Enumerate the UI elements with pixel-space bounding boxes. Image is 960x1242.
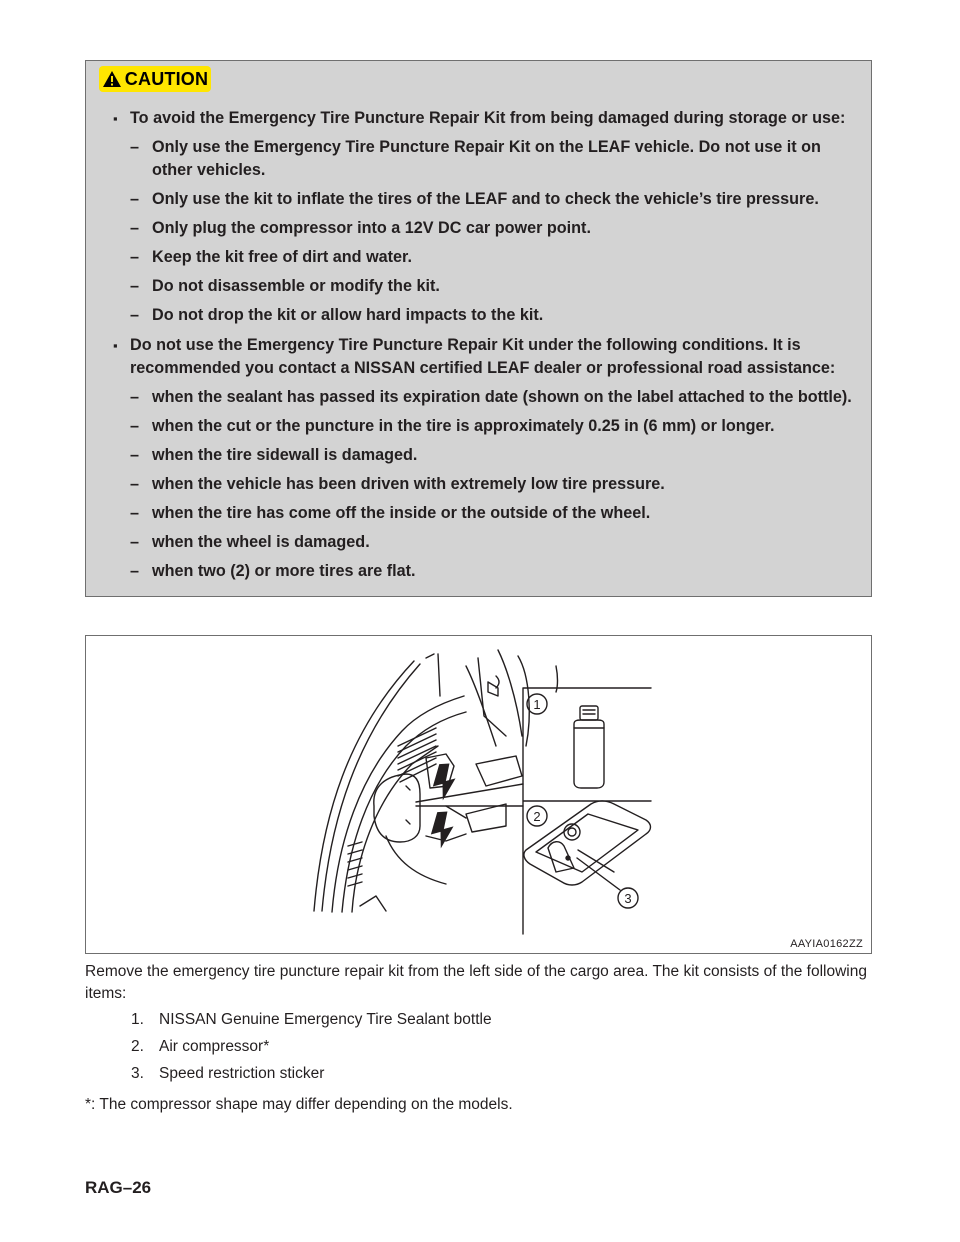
caution-sublist bbox=[130, 136, 853, 327]
callout-1: 1 bbox=[533, 697, 541, 712]
caution-bullet bbox=[86, 107, 871, 327]
caution-subitem: – Keep the kit free of dirt and water. bbox=[130, 246, 853, 269]
caution-subitem: – when the tire has come off the inside or the outside of the wheel. bbox=[130, 502, 853, 525]
kit-items-list bbox=[131, 1010, 492, 1091]
item-number: 3. bbox=[131, 1065, 144, 1082]
callout-2: 2 bbox=[533, 809, 541, 824]
compressor-drawing bbox=[524, 801, 651, 885]
caution-subitem: – Only use the Emergency Tire Puncture Repair Kit on the LEAF vehicle. Do not use it on other vehicles. bbox=[130, 136, 853, 182]
inset-frame bbox=[523, 688, 651, 934]
sealant-bottle-drawing bbox=[574, 706, 604, 788]
caution-subitem: – when the sealant has passed its expiration date (shown on the label attached to the bottle). bbox=[130, 386, 853, 409]
caution-bullet bbox=[86, 334, 871, 583]
caution-subitem: – Only use the kit to inflate the tires of the LEAF and to check the vehicle’s tire pressure. bbox=[130, 188, 853, 211]
item-number: 1. bbox=[131, 1011, 144, 1028]
caution-subitem: – when the tire sidewall is damaged. bbox=[130, 444, 853, 467]
list-item bbox=[131, 1010, 492, 1037]
item-number: 2. bbox=[131, 1038, 144, 1055]
figure-code: AAYIA0162ZZ bbox=[790, 938, 863, 950]
warning-icon bbox=[102, 70, 122, 88]
caution-sublist bbox=[130, 386, 853, 583]
caution-subitem: – when two (2) or more tires are flat. bbox=[130, 560, 853, 583]
footnote: *: The compressor shape may differ depending on the models. bbox=[85, 1096, 513, 1113]
intro-paragraph: Remove the emergency tire puncture repair kit from the left side of the cargo area. The kit consists of the following items: bbox=[85, 963, 867, 1002]
caution-list bbox=[86, 107, 871, 583]
callout-3: 3 bbox=[624, 891, 632, 906]
caution-subitem: – when the wheel is damaged. bbox=[130, 531, 853, 554]
figure-box bbox=[85, 635, 872, 954]
item-label: Speed restriction sticker bbox=[159, 1065, 325, 1082]
caution-label: CAUTION bbox=[124, 68, 209, 89]
cargo-area-illustration bbox=[86, 636, 871, 953]
list-item bbox=[131, 1037, 492, 1064]
caution-subitem: – Only plug the compressor into a 12V DC car power point. bbox=[130, 217, 853, 240]
caution-bullet-text: ▪ Do not use the Emergency Tire Puncture Repair Kit under the following conditions. It is recommended you contact a NISSAN certified LEAF dealer or professional road assistance: bbox=[130, 336, 836, 377]
caution-subitem: – Do not drop the kit or allow hard impacts to the kit. bbox=[130, 304, 853, 327]
caution-subitem: – when the cut or the puncture in the tire is approximately 0.25 in (6 mm) or longer. bbox=[130, 415, 853, 438]
item-label: NISSAN Genuine Emergency Tire Sealant bottle bbox=[159, 1011, 492, 1028]
caution-subitem: – Do not disassemble or modify the kit. bbox=[130, 275, 853, 298]
caution-subitem: – when the vehicle has been driven with extremely low tire pressure. bbox=[130, 473, 853, 496]
arrow-icon bbox=[426, 809, 458, 850]
list-item bbox=[131, 1064, 492, 1091]
caution-badge bbox=[99, 66, 211, 92]
page-number: RAG–26 bbox=[85, 1178, 152, 1197]
caution-bullet-text: ▪ To avoid the Emergency Tire Puncture Repair Kit from being damaged during storage or use: bbox=[130, 109, 846, 127]
item-label: Air compressor* bbox=[159, 1038, 270, 1055]
caution-box bbox=[85, 60, 872, 597]
